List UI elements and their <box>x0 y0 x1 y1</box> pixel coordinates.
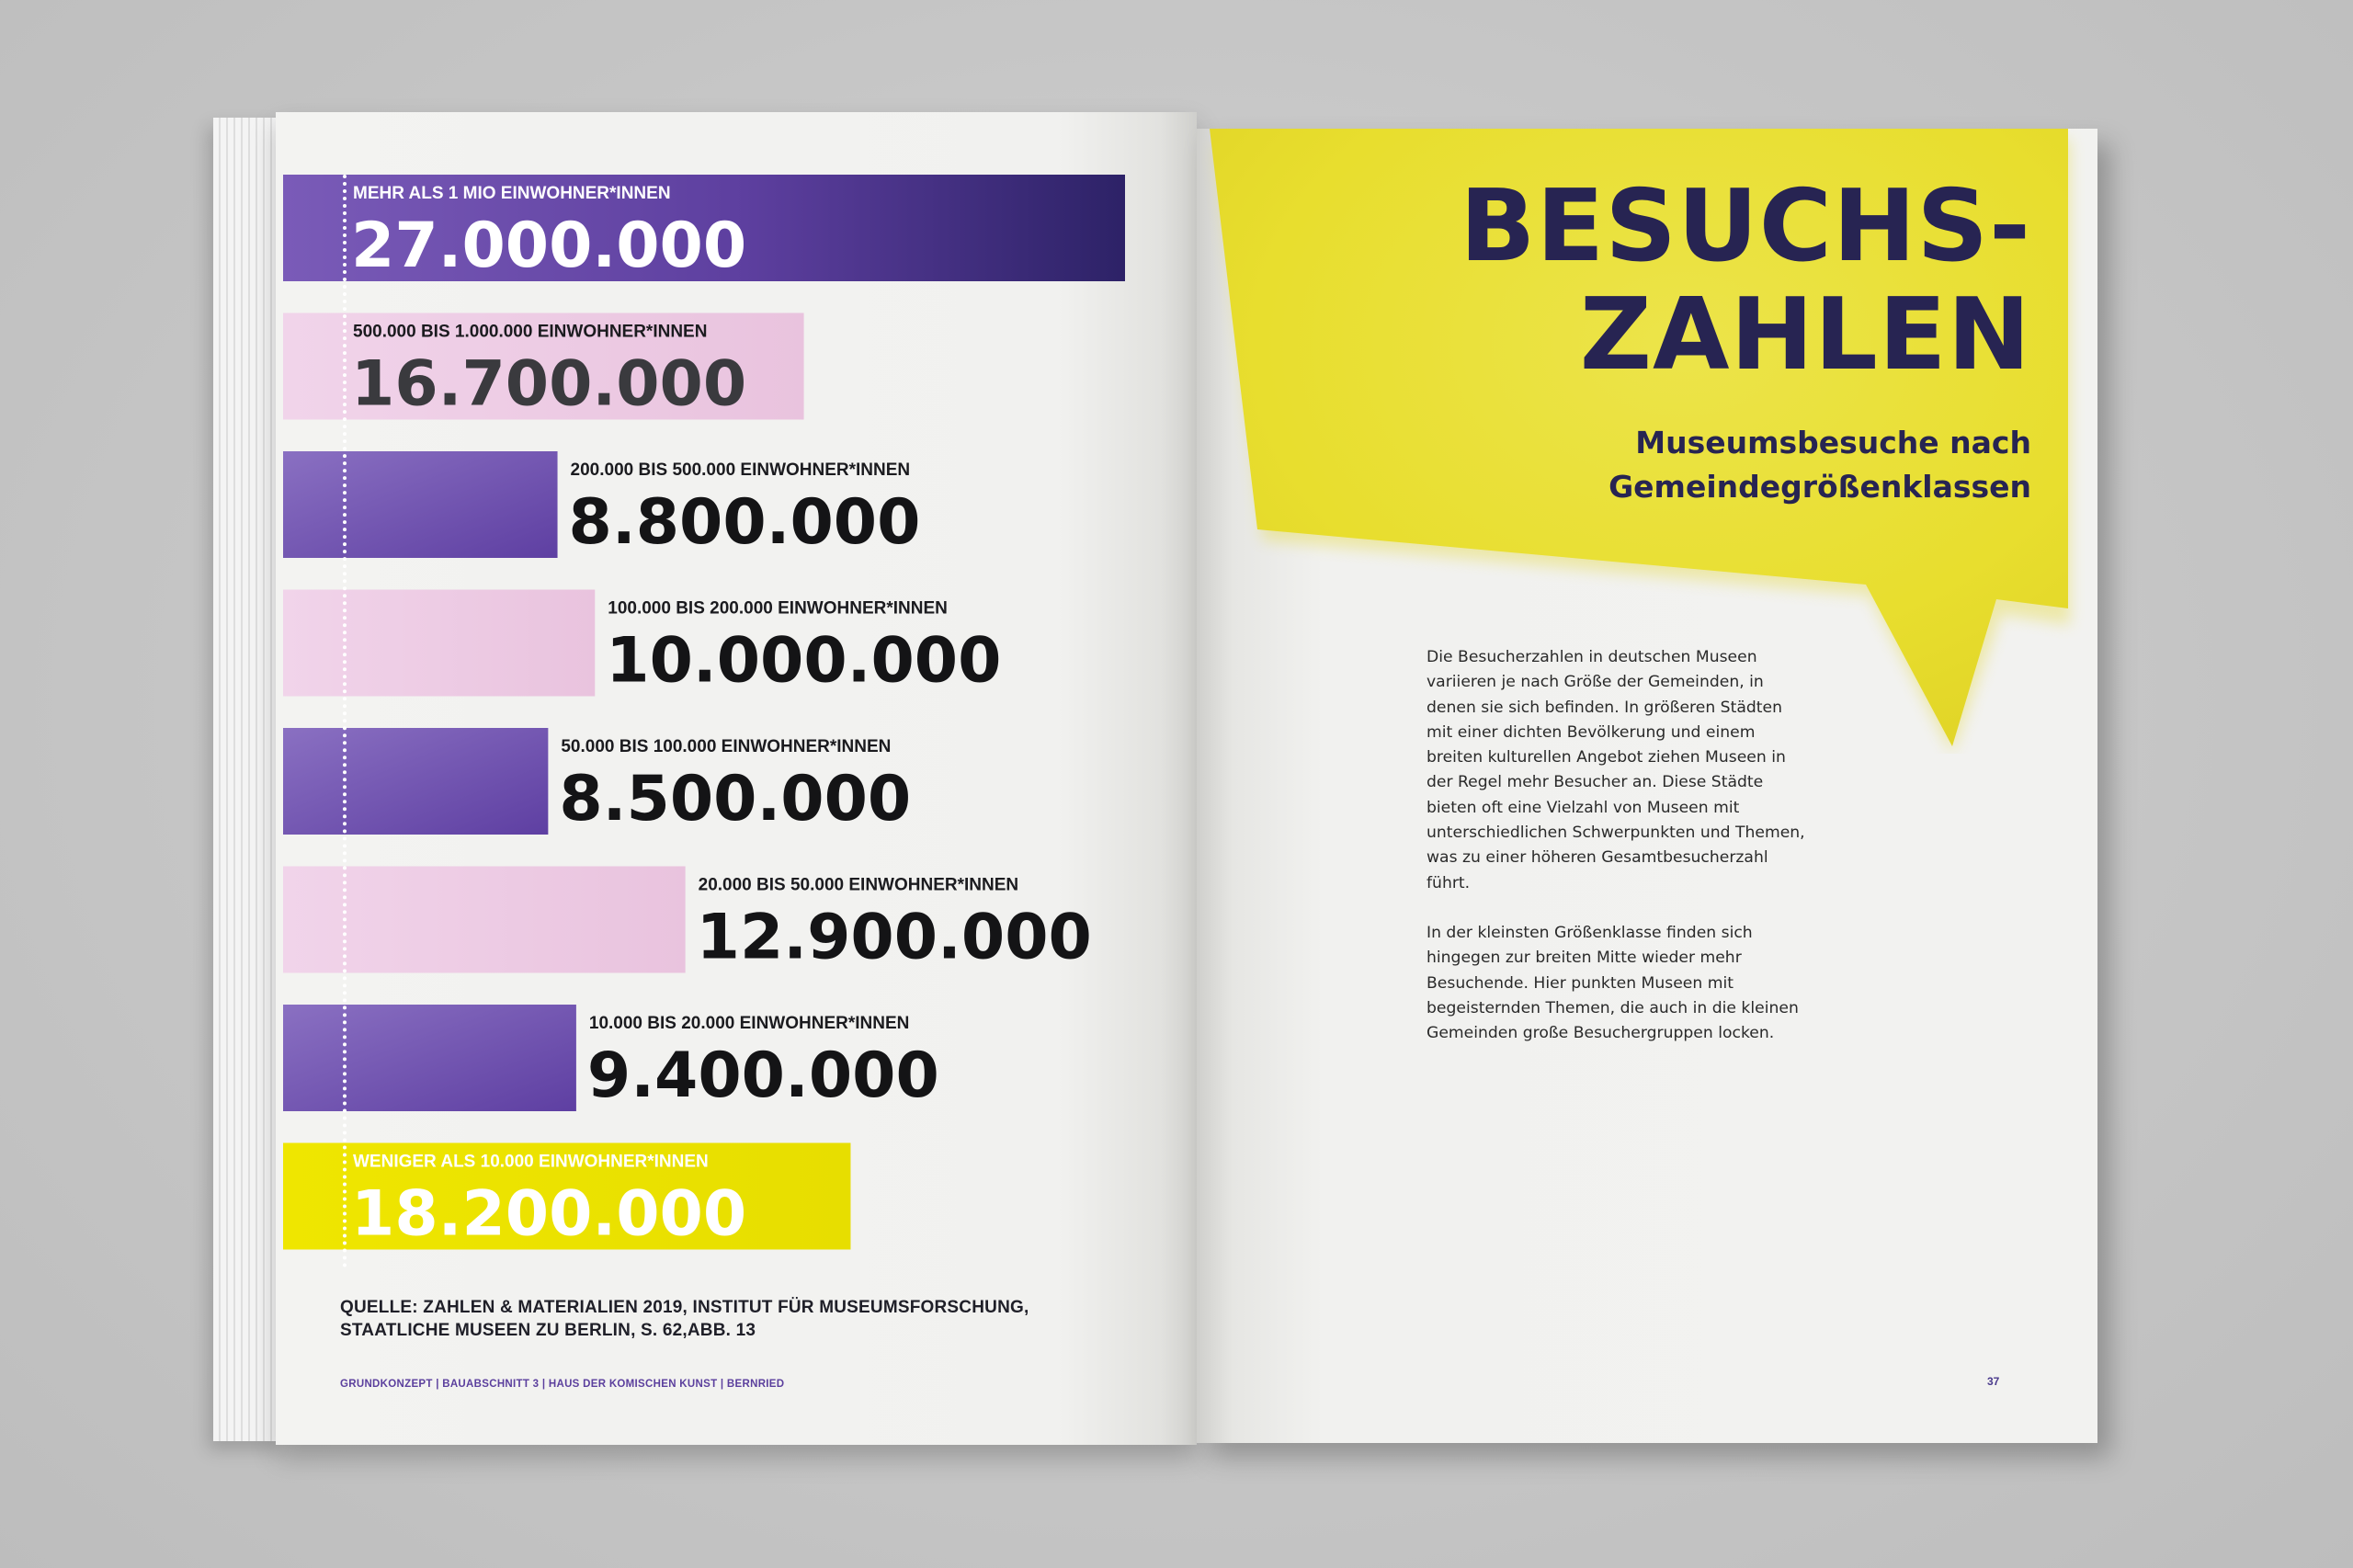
subtitle-line-2: Gemeindegrößenklassen <box>1608 469 2031 505</box>
bar-5 <box>283 728 548 835</box>
category-label-8: WENIGER ALS 10.000 EINWOHNER*INNEN <box>353 1152 709 1172</box>
left-page <box>276 112 1197 1445</box>
source-note: QUELLE: ZAHLEN & MATERIALIEN 2019, INSTITUT FÜR MUSEUMSFORSCHUNG, STAATLICHE MUSEEN ZU BERLIN, S. 62,ABB. 13 <box>340 1298 1029 1340</box>
value-label-3: 8.800.000 <box>568 486 921 559</box>
subtitle-line-1: Museumsbesuche nach <box>1635 425 2031 460</box>
category-label-1: MEHR ALS 1 MIO EINWOHNER*INNEN <box>353 184 671 203</box>
value-label-5: 8.500.000 <box>559 763 912 835</box>
page-stack-edge <box>213 118 283 1441</box>
paragraph-1: Die Besucherzahlen in deutschen Museen variieren je nach Größe der Gemeinden, in denen sie sich befinden. In größeren Städten mit einer dichten Bevölkerung und einem breiten kulturellen Angebot ziehen Museen in der Regel mehr Besucher an. Diese Städte bieten oft eine Vielzahl von Museen mit unterschiedlichen Schwerpunkten und Themen, was zu einer höheren Gesamtbesucherzahl führt. <box>1427 648 1805 892</box>
category-label-4: 100.000 BIS 200.000 EINWOHNER*INNEN <box>608 598 948 619</box>
category-label-7: 10.000 BIS 20.000 EINWOHNER*INNEN <box>588 1014 910 1033</box>
bar-3 <box>283 451 558 558</box>
page-title <box>1460 169 2031 392</box>
right-page <box>1197 129 2097 1443</box>
running-footer: GRUNDKONZEPT | BAUABSCHNITT 3 | HAUS DER KOMISCHEN KUNST | BERNRIED <box>340 1379 785 1390</box>
body-text <box>1427 645 1813 1071</box>
value-label-8: 18.200.000 <box>351 1177 747 1251</box>
bar-7 <box>283 1005 576 1111</box>
value-label-6: 12.900.000 <box>696 901 1092 974</box>
title-line-1: BESUCHS- <box>1460 169 2031 284</box>
value-label-1: 27.000.000 <box>351 210 747 282</box>
dotted-guide-line <box>343 175 347 1268</box>
category-label-5: 50.000 BIS 100.000 EINWOHNER*INNEN <box>561 737 892 756</box>
value-label-4: 10.000.000 <box>606 624 1002 698</box>
page-subtitle <box>1608 421 2031 509</box>
category-label-6: 20.000 BIS 50.000 EINWOHNER*INNEN <box>698 875 1019 895</box>
value-label-7: 9.400.000 <box>586 1040 939 1112</box>
title-line-2: ZAHLEN <box>1579 278 2031 392</box>
paragraph-2: In der kleinsten Größenklasse finden sich hingegen zur breiten Mitte wieder mehr Besuchende. Hier punkten Museen mit begeisternden Themen, die auch in die kleinen Gemeinden große Besuchergruppen locken. <box>1427 923 1799 1043</box>
bar-4 <box>283 590 595 697</box>
page-number: 37 <box>1987 1375 2000 1388</box>
category-label-3: 200.000 BIS 500.000 EINWOHNER*INNEN <box>570 460 911 480</box>
category-label-2: 500.000 BIS 1.000.000 EINWOHNER*INNEN <box>353 322 708 342</box>
value-label-2: 16.700.000 <box>351 347 747 421</box>
bar-chart <box>276 112 1197 1445</box>
